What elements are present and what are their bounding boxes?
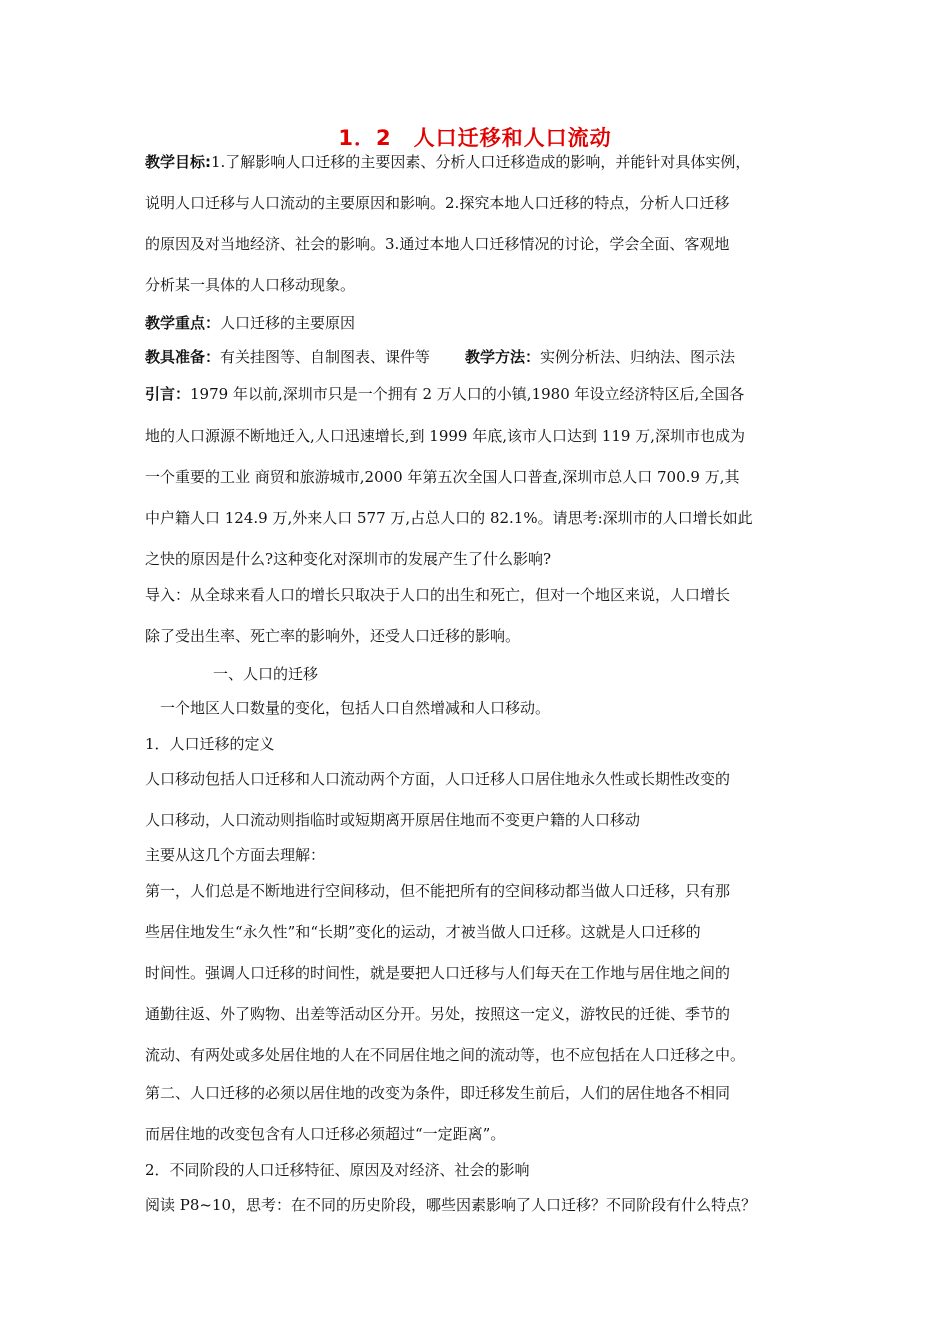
- stages-heading: 2．不同阶段的人口迁移特征、原因及对经济、社会的影响: [145, 1161, 530, 1179]
- section-heading: 一、人口的迁移: [213, 665, 319, 683]
- prep-text: 有关挂图等、自制图表、课件等: [220, 348, 431, 366]
- second-point-line-1: 第二、人口迁移的必须以居住地的改变为条件，即迁移发生前后，人们的居住地各不相同: [145, 1084, 731, 1102]
- page-title: 1．2 人口迁移和人口流动: [338, 126, 612, 150]
- intro-text-1: 1979 年以前,深圳市只是一个拥有 2 万人口的小镇,1980 年设立经济特区后,全国各: [190, 385, 745, 403]
- definition-line-3: 主要从这几个方面去理解：: [145, 846, 326, 864]
- method-label: 教学方法：: [465, 348, 541, 366]
- definition-heading: 1．人口迁移的定义: [145, 735, 275, 753]
- objectives-line-3: 的原因及对当地经济、社会的影响。3.通过本地人口迁移情况的讨论，学会全面、客观地: [145, 235, 730, 253]
- key-point-label: 教学重点：: [145, 314, 221, 332]
- stages-question: 阅读 P8~10，思考：在不同的历史阶段，哪些因素影响了人口迁移？不同阶段有什么特点？: [145, 1196, 757, 1214]
- prep-label: 教具准备：: [145, 348, 221, 366]
- definition-line-1: 人口移动包括人口迁移和人口流动两个方面，人口迁移人口居住地永久性或长期性改变的: [145, 770, 731, 788]
- definition-line-2: 人口移动，人口流动则指临时或短期离开原居住地而不变更户籍的人口移动: [145, 811, 641, 829]
- intro-line-2: 地的人口源源不断地迁入,人口迅速增长,到 1999 年底,该市人口达到 119 万,深圳市也成为: [145, 427, 745, 445]
- lead-line-1: 导入：从全球来看人口的增长只取决于人口的出生和死亡，但对一个地区来说，人口增长: [145, 586, 731, 604]
- key-point: [145, 313, 825, 333]
- section-intro: 一个地区人口数量的变化，包括人口自然增减和人口移动。: [160, 699, 551, 717]
- first-point-line-1: 第一，人们总是不断地进行空间移动，但不能把所有的空间移动都当做人口迁移，只有那: [145, 882, 731, 900]
- first-point-line-5: 流动、有两处或多处居住地的人在不同居住地之间的流动等，也不应包括在人口迁移之中。: [145, 1046, 746, 1064]
- first-point-line-4: 通勤往返、外了购物、出差等活动区分开。另处，按照这一定义，游牧民的迁徙、季节的: [145, 1005, 731, 1023]
- objectives-text-1: 1.了解影响人口迁移的主要因素、分析人口迁移造成的影响，并能针对具体实例，: [211, 153, 751, 171]
- intro-line-5: 之快的原因是什么?这种变化对深圳市的发展产生了什么影响?: [145, 550, 552, 568]
- intro-label: 引言：: [145, 385, 191, 403]
- intro-line-4: 中户籍人口 124.9 万,外来人口 577 万,占总人口的 82.1%。请思考:深圳市的人口增长如此: [145, 509, 753, 527]
- objectives-label: 教学目标:: [145, 153, 211, 171]
- intro-line-3: 一个重要的工业 商贸和旅游城市,2000 年第五次全国人口普查,深圳市总人口 700.9 万,其: [145, 468, 740, 486]
- method-text: 实例分析法、归纳法、图示法: [540, 348, 736, 366]
- first-point-line-3: 时间性。强调人口迁移的时间性，就是要把人口迁移与人们每天在工作地与居住地之间的: [145, 964, 731, 982]
- objectives-line-2: 说明人口迁移与人口流动的主要原因和影响。2.探究本地人口迁移的特点，分析人口迁移: [145, 194, 730, 212]
- second-point-line-2: 而居住地的改变包含有人口迁移必须超过“一定距离”。: [145, 1125, 506, 1143]
- key-point-text: 人口迁移的主要原因: [220, 314, 356, 332]
- objectives-line-4: 分析某一具体的人口移动现象。: [145, 276, 356, 294]
- intro-line-1: [145, 384, 825, 404]
- first-point-line-2: 些居住地发生“永久性”和“长期”变化的运动，才被当做人口迁移。这就是人口迁移的: [145, 923, 701, 941]
- objectives-line-1: [145, 152, 825, 172]
- lead-line-2: 除了受出生率、死亡率的影响外，还受人口迁移的影响。: [145, 627, 521, 645]
- prep-line: [145, 347, 825, 367]
